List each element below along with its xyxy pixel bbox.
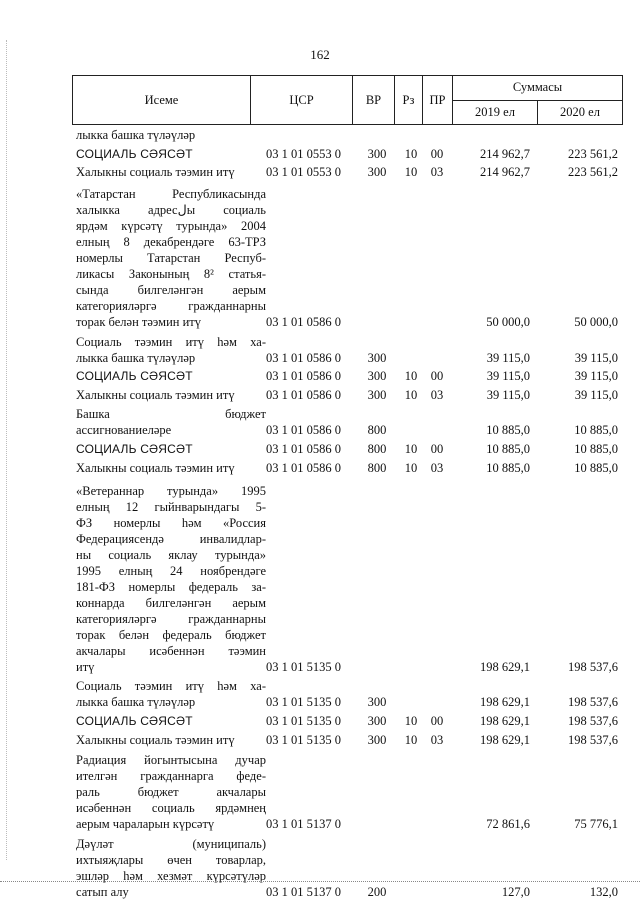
row-amount-2020: 10 885,0 (574, 423, 618, 438)
header-vr: ВР (353, 76, 395, 125)
row-name-line: Радиация йогынтысына дучар (76, 753, 266, 768)
row-name-line: лыкка башка түләүләр (76, 350, 196, 365)
table-row (0, 675, 640, 710)
row-amount-2020: 39 115,0 (574, 350, 618, 365)
row-amount-2020: 75 776,1 (574, 817, 618, 832)
row-name-line: категорияләргә гражданнарны (76, 299, 266, 314)
row-name-line: ны социаль яклау турында» (76, 548, 266, 563)
table-row (0, 384, 640, 403)
page-bottom-rule (0, 881, 640, 882)
row-csr: 03 1 01 0586 0 (266, 315, 341, 330)
row-amount-2020: 39 115,0 (574, 369, 618, 384)
row-name-line: Халыкны социаль тәэмин итү (76, 732, 235, 747)
row-name-line: раль бюджет акчалары (76, 785, 266, 800)
page-number: 162 (310, 47, 330, 62)
row-rz: 10 (404, 165, 418, 180)
table-row (0, 832, 640, 900)
header-pr: ПР (423, 76, 453, 125)
row-name-line: 1995 елның 24 ноябрендәге (76, 564, 266, 579)
row-vr: 300 (367, 714, 387, 729)
row-csr: 03 1 01 5137 0 (266, 817, 341, 832)
row-pr: 03 (430, 460, 444, 475)
row-name-line: исәбеннән социаль ярдәмнең (76, 801, 266, 816)
table-row (0, 729, 640, 748)
row-amount-2020: 132,0 (589, 885, 618, 900)
row-csr: 03 1 01 5135 0 (266, 714, 341, 729)
row-amount-2019: 214 962,7 (480, 165, 530, 180)
row-name-line: акчалары исәбеннән тәэмин (76, 644, 266, 659)
row-name (76, 752, 266, 832)
table-row (0, 457, 640, 476)
header-year-2020: 2020 ел (538, 100, 623, 125)
row-name-line: Халыкны социаль тәэмин итү (76, 165, 235, 180)
row-name-line: номерлы Татарстан Респуб- (76, 251, 266, 266)
row-csr: 03 1 01 0586 0 (266, 442, 341, 457)
row-csr: 03 1 01 5135 0 (266, 695, 341, 710)
row-csr: 03 1 01 0586 0 (266, 460, 341, 475)
row-amount-2019: 72 861,6 (486, 817, 530, 832)
row-amount-2020: 198 537,6 (568, 695, 618, 710)
table-row (0, 476, 640, 675)
row-amount-2019: 198 629,1 (480, 660, 530, 675)
row-pr: 03 (430, 732, 444, 747)
row-name-line: ликасы Законының 8² статья- (76, 267, 266, 282)
row-amount-2019: 10 885,0 (486, 423, 530, 438)
row-name-line: «Ветераннар турында» 1995 (76, 484, 266, 499)
row-name-line: аерым чараларын күрсәтү (76, 817, 215, 832)
row-name-line: торак белән тәэмин итү (76, 315, 201, 330)
row-amount-2019: 127,0 (501, 885, 530, 900)
row-pr: 00 (430, 442, 444, 457)
row-name-line: Халыкны социаль тәэмин итү (76, 460, 235, 475)
table-header (72, 75, 623, 125)
row-amount-2020: 39 115,0 (574, 388, 618, 403)
row-amount-2019: 198 629,1 (480, 695, 530, 710)
table-body (0, 124, 640, 900)
row-name (76, 406, 266, 438)
row-name (76, 460, 266, 476)
row-name-line: Башка бюджет (76, 407, 266, 422)
header-rz: Рз (395, 76, 423, 125)
row-name-line: СОЦИАЛЬ СӘЯСӘТ (76, 369, 193, 384)
row-amount-2019: 39 115,0 (486, 388, 530, 403)
row-amount-2020: 50 000,0 (574, 315, 618, 330)
row-name-line: «Татарстан Республикасында (76, 187, 266, 202)
row-name-line: эшләр һәм хезмәт күрсәтүләр (76, 869, 266, 884)
row-name-line: Дәүләт (муниципаль) (76, 837, 266, 852)
row-name (76, 441, 266, 457)
row-name-line: лыкка башка түләүләр (76, 127, 196, 142)
row-csr: 03 1 01 0586 0 (266, 388, 341, 403)
row-amount-2020: 223 561,2 (568, 146, 618, 161)
row-amount-2020: 10 885,0 (574, 460, 618, 475)
row-amount-2019: 198 629,1 (480, 714, 530, 729)
row-name-line: Федерациясендә инвалидлар- (76, 532, 266, 547)
row-pr: 00 (430, 369, 444, 384)
row-vr: 300 (367, 165, 387, 180)
row-name (76, 678, 266, 710)
row-vr: 300 (367, 695, 387, 710)
row-name (76, 732, 266, 748)
row-rz: 10 (404, 388, 418, 403)
row-pr: 00 (430, 146, 444, 161)
table-row (0, 330, 640, 365)
row-amount-2020: 223 561,2 (568, 165, 618, 180)
row-name (76, 368, 266, 384)
row-amount-2019: 39 115,0 (486, 369, 530, 384)
header-year-2019: 2019 ел (453, 100, 538, 125)
row-name-line: сатып алу (76, 885, 129, 900)
row-vr: 300 (367, 369, 387, 384)
table-row (0, 143, 640, 162)
row-vr: 300 (367, 732, 387, 747)
row-name-line: СОЦИАЛЬ СӘЯСӘТ (76, 146, 193, 161)
row-vr: 800 (367, 460, 387, 475)
row-name-line: лыкка башка түләүләр (76, 695, 196, 710)
row-amount-2019: 10 885,0 (486, 460, 530, 475)
table-row (0, 438, 640, 457)
row-vr: 800 (367, 423, 387, 438)
table-row (0, 124, 640, 143)
row-csr: 03 1 01 0553 0 (266, 146, 341, 161)
row-vr: 800 (367, 442, 387, 457)
row-rz: 10 (404, 369, 418, 384)
row-amount-2019: 214 962,7 (480, 146, 530, 161)
row-name (76, 127, 266, 143)
row-name (76, 164, 266, 180)
row-amount-2020: 198 537,6 (568, 714, 618, 729)
row-amount-2019: 198 629,1 (480, 732, 530, 747)
row-name-line: ФЗ номерлы һәм «Россия (76, 516, 266, 531)
row-name-line: елның 12 гыйнварындагы 5- (76, 500, 266, 515)
row-name-line: ярдәм күрсәтү турында» 2004 (76, 219, 266, 234)
row-vr: 300 (367, 350, 387, 365)
row-name-line: СОЦИАЛЬ СӘЯСӘТ (76, 714, 193, 729)
table-row (0, 748, 640, 832)
table-row (0, 403, 640, 438)
row-csr: 03 1 01 0586 0 (266, 423, 341, 438)
row-rz: 10 (404, 460, 418, 475)
row-csr: 03 1 01 5135 0 (266, 732, 341, 747)
row-rz: 10 (404, 732, 418, 747)
row-name (76, 146, 266, 162)
row-name (76, 387, 266, 403)
row-name-line: халыкка адресلы социаль (76, 203, 266, 218)
row-rz: 10 (404, 146, 418, 161)
row-csr: 03 1 01 0586 0 (266, 369, 341, 384)
row-name (76, 713, 266, 729)
row-name (76, 836, 266, 900)
row-rz: 10 (404, 442, 418, 457)
row-vr: 300 (367, 146, 387, 161)
row-name-line: категорияләргә гражданнарны (76, 612, 266, 627)
row-amount-2020: 198 537,6 (568, 660, 618, 675)
row-vr: 300 (367, 388, 387, 403)
row-rz: 10 (404, 714, 418, 729)
row-name (76, 186, 266, 330)
row-name-line: итү (76, 660, 95, 675)
row-name-line: ихтыяҗлары өчен товарлар, (76, 853, 266, 868)
row-csr: 03 1 01 0586 0 (266, 350, 341, 365)
row-amount-2020: 198 537,6 (568, 732, 618, 747)
row-name-line: ителгән гражданнарга феде- (76, 769, 266, 784)
table-row (0, 710, 640, 729)
row-name-line: Социаль тәэмин итү һәм ха- (76, 679, 266, 694)
row-name-line: сында билгеләнгән аерым (76, 283, 266, 298)
row-name-line: 181-ФЗ номерлы федераль за- (76, 580, 266, 595)
row-name (76, 483, 266, 675)
row-amount-2019: 10 885,0 (486, 442, 530, 457)
header-name: Исеме (73, 76, 251, 125)
row-name-line: елның 8 декабрендәге 63-ТРЗ (76, 235, 266, 250)
row-csr: 03 1 01 5137 0 (266, 885, 341, 900)
row-name-line: Социаль тәэмин итү һәм ха- (76, 334, 266, 349)
row-name-line: ассигнованиеләре (76, 423, 172, 438)
row-name-line: Халыкны социаль тәэмин итү (76, 388, 235, 403)
row-csr: 03 1 01 5135 0 (266, 660, 341, 675)
row-name-line: торак белән федераль бюджет (76, 628, 266, 643)
table-row (0, 366, 640, 385)
table-row (0, 162, 640, 181)
row-vr: 200 (367, 885, 387, 900)
row-amount-2019: 39 115,0 (486, 350, 530, 365)
row-name-line: коннарда билгеләнгән аерым (76, 596, 266, 611)
row-csr: 03 1 01 0553 0 (266, 165, 341, 180)
table-row (0, 180, 640, 330)
row-name (76, 334, 266, 366)
row-name-line: СОЦИАЛЬ СӘЯСӘТ (76, 442, 193, 457)
row-amount-2020: 10 885,0 (574, 442, 618, 457)
row-pr: 00 (430, 714, 444, 729)
header-sums: Суммасы (453, 76, 623, 101)
row-amount-2019: 50 000,0 (486, 315, 530, 330)
row-pr: 03 (430, 388, 444, 403)
row-pr: 03 (430, 165, 444, 180)
header-csr: ЦСР (251, 76, 353, 125)
